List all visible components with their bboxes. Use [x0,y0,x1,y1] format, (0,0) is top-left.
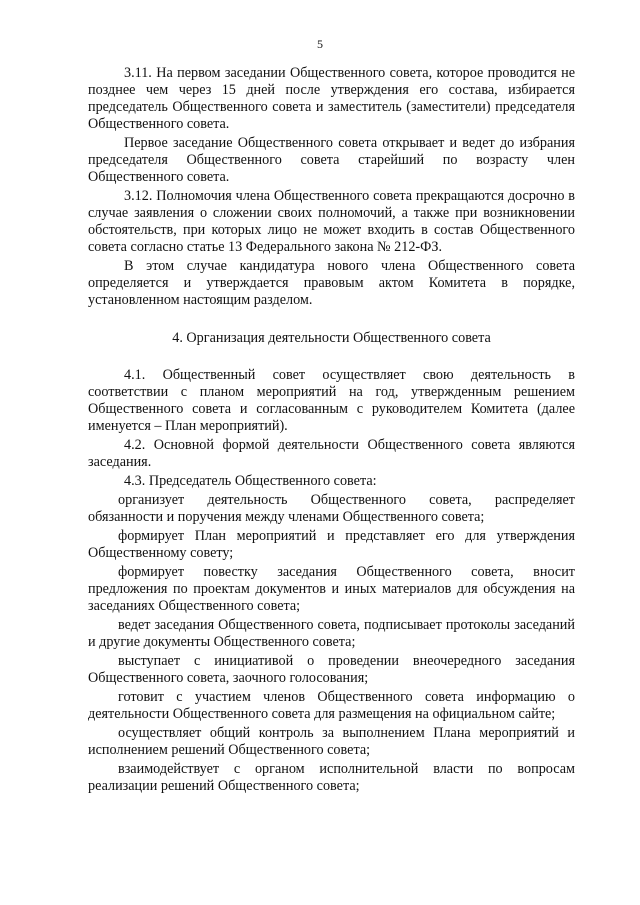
section-heading: 4. Организация деятельности Общественного совета [172,330,491,346]
paragraph-first-meeting: Первое заседание Общественного совета открывает и ведет до избрания председателя Общественного совета старейший по возрасту член Общественного совета. [88,135,575,185]
document-body [88,65,575,795]
list-item-forms-plan: формирует План мероприятий и представляет его для утверждения Общественному совету; [88,528,575,561]
list-item-initiative: выступает с инициативой о проведении внеочередного заседания Общественного совета, заочного голосования; [88,653,575,686]
paragraph-4-2: 4.2. Основной формой деятельности Общественного совета являются заседания. [88,437,575,470]
list-item-control: осуществляет общий контроль за выполнением Плана мероприятий и исполнением решений Общественного совета; [88,725,575,758]
paragraph-3-12: 3.12. Полномочия члена Общественного совета прекращаются досрочно в случае заявления о сложении своих полномочий, а также при возникновении обстоятельств, при которых лицо не может входить в состав Общественного совета согласно статье 13 Федерального закона № 212-ФЗ. [88,188,575,255]
paragraph-4-1: 4.1. Общественный совет осуществляет свою деятельность в соответствии с планом мероприятий на год, утвержденным решением Общественного совета и согласованным с руководителем Комитета (далее именуется – План мероприятий). [88,367,575,434]
list-item-forms-agenda: формирует повестку заседания Общественного совета, вносит предложения по проектам документов и иных материалов для обсуждения на заседаниях Общественного совета; [88,564,575,614]
paragraph-4-3: 4.3. Председатель Общественного совета: [124,473,377,489]
paragraph-candidate: В этом случае кандидатура нового члена Общественного совета определяется и утверждается правовым актом Комитета в порядке, установленном настоящим разделом. [88,258,575,308]
page-number: 5 [317,37,323,51]
list-item-organizes: организует деятельность Общественного совета, распределяет обязанности и поручения между членами Общественного совета; [88,492,575,525]
list-item-conducts-meetings: ведет заседания Общественного совета, подписывает протоколы заседаний и другие документы Общественного совета; [88,617,575,650]
list-item-prepares-info: готовит с участием членов Общественного совета информацию о деятельности Общественного совета для размещения на официальном сайте; [88,689,575,722]
paragraph-3-11: 3.11. На первом заседании Общественного совета, которое проводится не позднее чем через 15 дней после утверждения его состава, избирается председатель Общественного совета и заместитель (заместители) председателя Общественного совета. [88,65,575,132]
list-item-interacts: взаимодействует с органом исполнительной власти по вопросам реализации решений Общественного совета; [88,761,575,794]
